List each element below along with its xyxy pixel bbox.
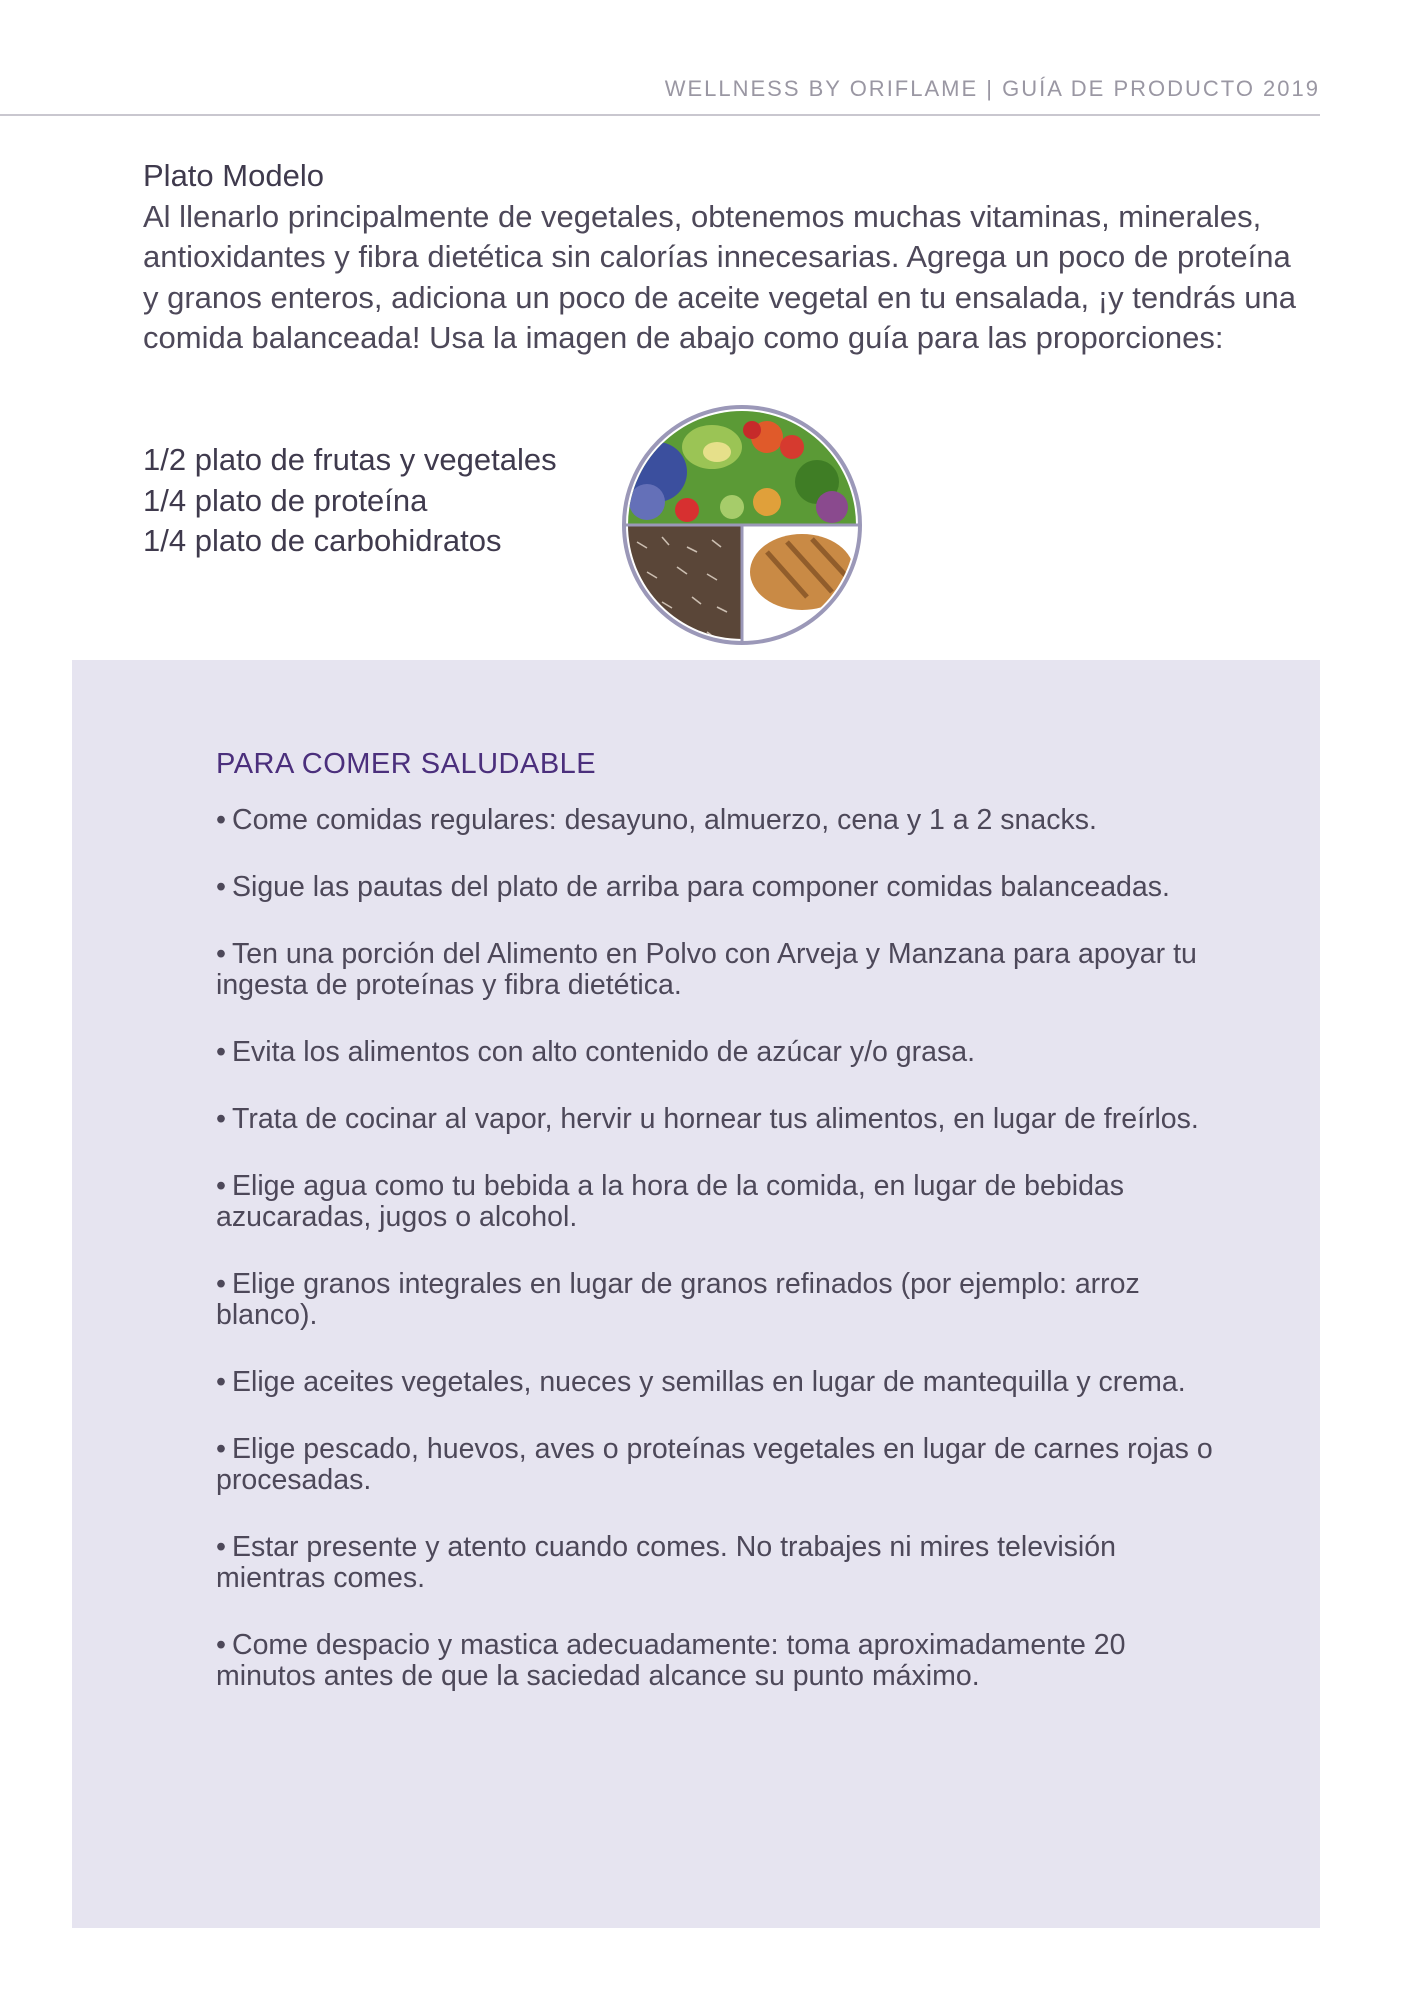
header-title: WELLNESS BY ORIFLAME | GUÍA DE PRODUCTO 2019 — [664, 76, 1320, 101]
intro-paragraph: Al llenarlo principalmente de vegetales, obtenemos muchas vitaminas, minerales, antioxidantes y fibra dietética sin calorías innecesarias. Agrega un poco de proteína y granos enteros, adiciona un poco de aceite vegetal en tu ensalada, ¡y tendrás una comida balanceada! Usa la imagen de abajo como guía para las proporciones: — [143, 198, 1296, 355]
plate-grains — [617, 525, 742, 648]
list-item — [216, 939, 1216, 1001]
bullet: • — [216, 1433, 226, 1465]
tip-text: Evita los alimentos con alto contenido de azúcar y/o grasa. — [231, 1036, 975, 1068]
tip-text: Elige aceites vegetales, nueces y semillas en lugar de mantequilla y crema. — [231, 1366, 1186, 1398]
healthy-plate-icon — [617, 402, 867, 648]
bullet: • — [216, 1531, 226, 1563]
proportion-protein: 1/4 plato de proteína — [143, 482, 428, 518]
intro-title: Plato Modelo — [143, 158, 324, 193]
proportion-carbs: 1/4 plato de carbohidratos — [143, 523, 502, 558]
bullet: • — [216, 1170, 226, 1202]
tip-text: Elige agua como tu bebida a la hora de la comida, en lugar de bebidas azucaradas, jugos o alcohol. — [216, 1170, 1125, 1233]
list-item — [216, 1532, 1216, 1594]
tip-text: Come comidas regulares: desayuno, almuerzo, cena y 1 a 2 snacks. — [231, 804, 1097, 836]
intro-section — [143, 156, 1303, 359]
list-item — [216, 1104, 1216, 1135]
tip-text: Ten una porción del Alimento en Polvo con Arveja y Manzana para apoyar tu ingesta de proteínas y fibra dietética. — [216, 938, 1197, 1001]
proportion-vegetables: 1/2 plato de frutas y vegetales — [143, 442, 557, 477]
bullet: • — [216, 871, 226, 903]
bullet: • — [216, 1036, 226, 1068]
tip-text: Sigue las pautas del plato de arriba para componer comidas balanceadas. — [231, 871, 1170, 903]
list-item — [216, 872, 1216, 903]
tip-text: Estar presente y atento cuando comes. No trabajes ni mires televisión mientras comes. — [216, 1531, 1116, 1594]
list-item — [216, 1269, 1216, 1331]
list-item — [216, 1171, 1216, 1233]
bullet: • — [216, 938, 226, 970]
list-item — [216, 805, 1216, 836]
plate-chicken — [750, 534, 854, 610]
bullet: • — [216, 1629, 226, 1661]
page-header — [0, 0, 1320, 116]
list-item — [216, 1434, 1216, 1496]
healthy-eating-panel — [72, 660, 1320, 1928]
list-item — [216, 1367, 1216, 1398]
bullet: • — [216, 1268, 226, 1300]
tips-list — [216, 805, 1216, 1728]
list-item — [216, 1630, 1216, 1692]
proportions-list — [143, 440, 603, 562]
tip-text: Elige granos integrales en lugar de granos refinados (por ejemplo: arroz blanco). — [216, 1268, 1140, 1331]
bullet: • — [216, 1103, 226, 1135]
panel-title: PARA COMER SALUDABLE — [216, 748, 597, 780]
bullet: • — [216, 804, 226, 836]
bullet: • — [216, 1366, 226, 1398]
plate-onion — [816, 491, 848, 523]
list-item — [216, 1037, 1216, 1068]
tip-text: Elige pescado, huevos, aves o proteínas vegetales en lugar de carnes rojas o procesadas. — [216, 1433, 1213, 1496]
tip-text: Trata de cocinar al vapor, hervir u hornear tus alimentos, en lugar de freírlos. — [231, 1103, 1199, 1135]
tip-text: Come despacio y mastica adecuadamente: toma aproximadamente 20 minutos antes de que la saciedad alcance su punto máximo. — [216, 1629, 1126, 1692]
